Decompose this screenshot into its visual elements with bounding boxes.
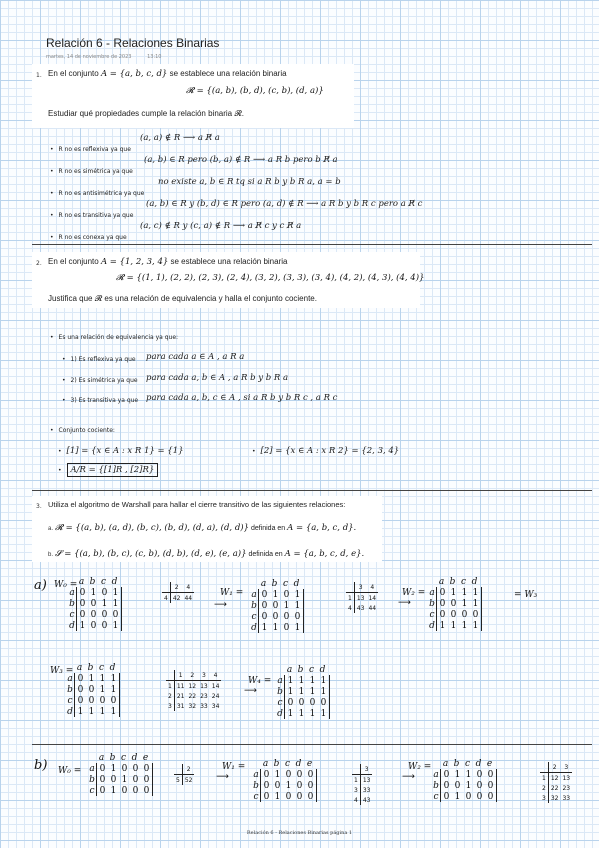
answer-connex-label: • R no es conexa ya que xyxy=(50,234,127,241)
exercise-1-intro: En el conjunto A = {a, b, c, d} se establece una relación binaria xyxy=(48,69,287,79)
W0-label: W₀ = xyxy=(54,580,78,590)
bW2-label: W₂ = xyxy=(408,762,432,772)
class-2-bullet xyxy=(252,446,399,456)
arrow-W1: ⟶ xyxy=(214,600,227,610)
W1-label: W₁ = xyxy=(220,588,244,598)
arrow-W2: ⟶ xyxy=(398,598,411,608)
exercise-3-intro: Utiliza el algoritmo de Warshall para hallar el cierre transitivo de las siguientes relaciones: xyxy=(48,500,346,509)
page-title: Relación 6 - Relaciones Binarias xyxy=(46,36,220,50)
answer-reflexive-label: • R no es reflexiva ya que xyxy=(50,146,131,153)
matrix-bW1: a b c d e a b c 0 1 0 0 0 0 0 1 0 0 0 1 0 0 0 xyxy=(252,758,317,802)
matrix-W4: a b c d a b c d 1 1 1 1 1 1 1 1 0 0 0 0 1 1 1 1 xyxy=(276,664,330,719)
part-b-label: b) xyxy=(34,758,48,773)
matrix-bW2: a b c d e a b c 0 1 1 0 0 0 0 1 0 0 0 1 0 0 0 xyxy=(432,758,497,802)
part-a-label: a) xyxy=(34,578,47,593)
pairs-table-1: 2 4 4 42 44 xyxy=(164,583,193,602)
divider-3 xyxy=(32,744,592,745)
page-footer: Relación 6 - Relaciones Binarias página 1 xyxy=(246,830,353,836)
answer-transitive-hand: (a, b) ∈ R y (b, d) ∈ R pero (a, d) ∉ R ⟶ a R b y b R c pero a R̸ c xyxy=(146,199,423,209)
answer-symmetric-hand: (a, b) ∈ R pero (b, a) ∉ R ⟶ a R b pero b R̸ a xyxy=(144,155,338,165)
page-meta xyxy=(46,54,176,60)
answer-antisymmetric-label: • R no es antisimétrica ya que xyxy=(50,190,144,197)
arrow-bW2: ⟶ xyxy=(402,772,415,782)
prop-transitive-label: • 3) Es transitiva ya que xyxy=(62,397,138,404)
W3-label: W₃ = xyxy=(50,666,74,676)
b-pairs-table-1: 2 5 52 xyxy=(176,765,193,784)
pairs-table-3: 1 2 3 4 1 11 12 13 14 2 21 22 23 24 3 31 32 33 34 xyxy=(168,671,220,710)
exercise-3a: a. 𝓡 = {(a, b), (a, d), (b, c), (b, d), (d, a), (d, d)} definida en A = {a, b, c, d}. xyxy=(48,523,357,533)
page-date: martes, 14 de noviembre de 2023 xyxy=(46,54,132,60)
bW1-label: W₁ = xyxy=(222,762,246,772)
matrix-W1: a b c d a b c d 0 1 0 1 0 0 1 1 0 0 0 0 1 1 0 1 xyxy=(250,578,304,633)
exercise-1-question: Estudiar qué propiedades cumple la relación binaria 𝓡. xyxy=(48,109,245,118)
answer-symmetric-label: • R no es simétrica ya que xyxy=(50,168,133,175)
bW0-label: W₀ = xyxy=(58,766,82,776)
exercise-3b: b. 𝓢 = {(a, b), (b, c), (c, b), (d, b), (d, e), (e, a)} definida en A = {a, b, c, d, e}. xyxy=(48,549,365,559)
page-time: 13:10 xyxy=(147,54,162,60)
prop-symmetric-hand: para cada a, b ∈ A , a R b y b R a xyxy=(146,373,289,383)
answer-antisymmetric-hand: no existe a, b ∈ R tq si a R b y b R a, a = b xyxy=(158,177,341,187)
divider-1 xyxy=(32,244,592,245)
exercise-2-intro: En el conjunto A = {1, 2, 3, 4} se establece una relación binaria xyxy=(48,257,288,267)
matrix-W2: a b c d a b c d 0 1 1 1 0 0 1 1 0 0 0 0 1 1 1 1 xyxy=(428,576,482,631)
W4-label: W₄ = xyxy=(248,676,272,686)
answer-connex-hand: (a, c) ∉ R y (c, a) ∉ R ⟶ a R̸ c y c R̸ a xyxy=(140,221,302,231)
arrow-W4: ⟶ xyxy=(244,686,257,696)
equivalence-title: • Es una relación de equivalencia ya que: xyxy=(50,334,178,341)
b-pairs-table-3: 2 3 1 12 13 2 22 23 3 32 33 xyxy=(542,763,571,802)
class-1: [1] = {x ∈ A : x R 1} = {1} xyxy=(66,446,184,456)
prop-symmetric-label: • 2) Es simétrica ya que xyxy=(62,377,138,384)
answer-reflexive-hand: (a, a) ∉ R ⟶ a R̸ a xyxy=(140,133,220,143)
exercise-1-relation: 𝓡 = {(a, b), (b, d), (c, b), (d, a)} xyxy=(186,86,324,96)
divider-2 xyxy=(32,490,592,491)
prop-reflexive-hand: para cada a ∈ A , a R a xyxy=(146,352,245,362)
exercise-2-question: Justifica que 𝓡 es una relación de equivalencia y halla el conjunto cociente. xyxy=(48,294,317,303)
exercise-1-number: 1. xyxy=(36,72,42,79)
prop-reflexive-label: • 1) Es reflexiva ya que xyxy=(62,356,136,363)
W2-label: W₂ = xyxy=(402,588,426,598)
matrix-bW0: a b c d e a b c 0 1 0 0 0 0 0 1 0 0 0 1 0 0 0 xyxy=(88,752,153,796)
quotient-title: • Conjunto cociente: xyxy=(50,427,115,434)
matrix-W3: a b c d a b c d 0 1 1 1 0 0 1 1 0 0 0 0 1 1 1 1 xyxy=(66,662,120,717)
exercise-3-number: 3. xyxy=(36,503,42,510)
exercise-2-relation: 𝓡 = {(1, 1), (2, 2), (2, 3), (2, 4), (3, 2), (3, 3), (3, 4), (4, 2), (4, 3), (4, 4)} xyxy=(116,273,425,283)
exercise-2-number: 2. xyxy=(36,260,42,267)
matrix-W0: a b c d a b c d 0 1 0 1 0 0 1 1 0 0 0 0 1 0 0 1 xyxy=(68,576,122,631)
class-2: [2] = {x ∈ A : x R 2} = {2, 3, 4} xyxy=(260,446,400,456)
arrow-bW1: ⟶ xyxy=(216,772,229,782)
b-pairs-table-2: 3 1 13 3 33 4 43 xyxy=(354,765,371,804)
prop-transitive-hand: para cada a, b, c ∈ A , si a R b y b R c , a R c xyxy=(146,393,338,403)
quotient-set: A/R = {[1]R , [2]R} xyxy=(67,463,159,477)
pairs-table-2: 3 4 1 13 14 4 43 44 xyxy=(348,583,377,612)
eq-W3: = W₃ xyxy=(514,590,538,600)
quotient-bullet xyxy=(58,465,158,475)
answer-transitive-label: • R no es transitiva ya que xyxy=(50,212,133,219)
class-1-bullet xyxy=(58,446,184,456)
